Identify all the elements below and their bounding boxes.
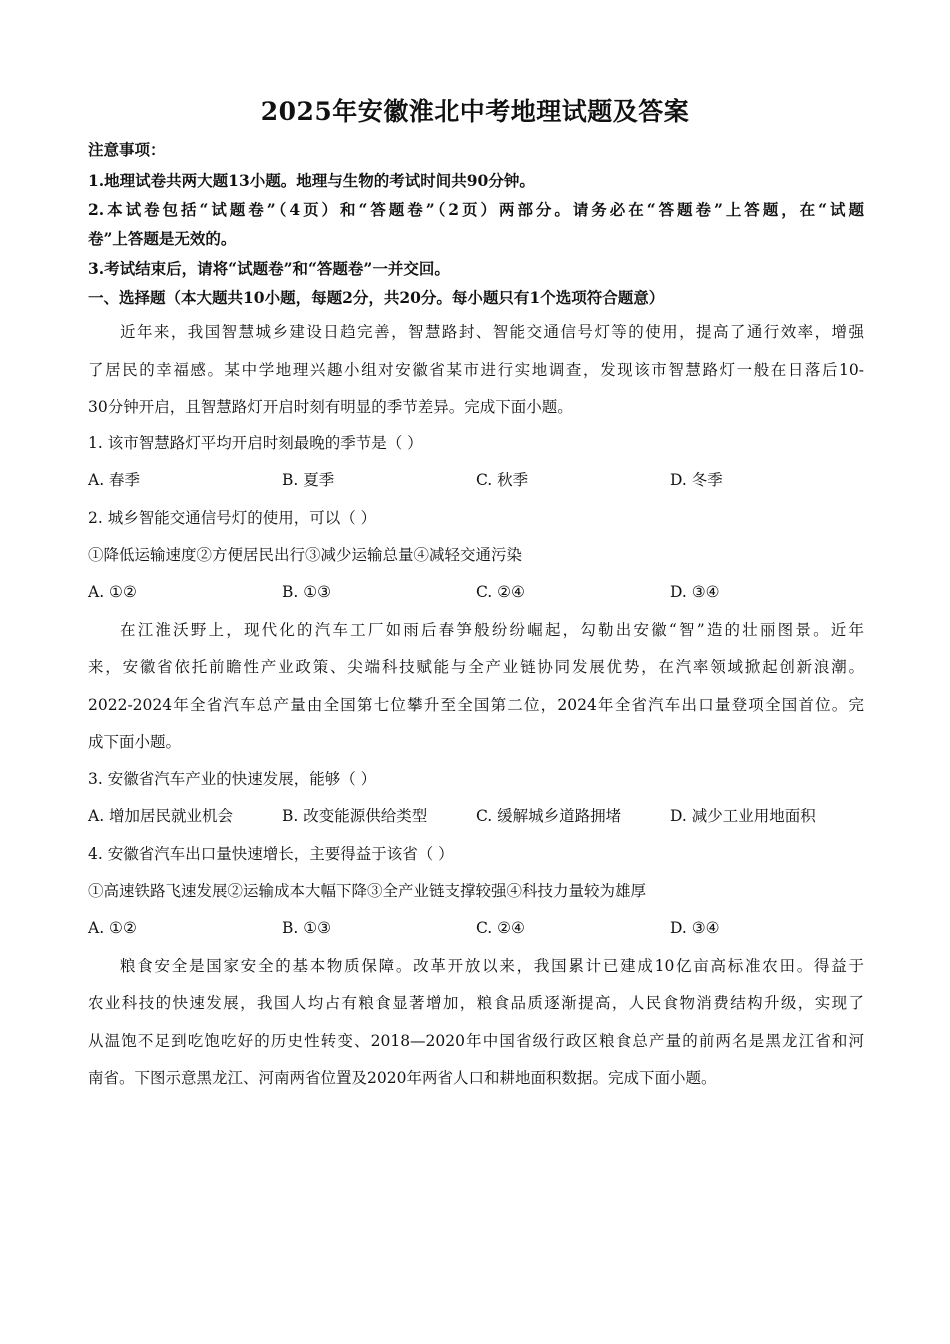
q4-statements: ①高速铁路飞速发展②运输成本大幅下降③全产业链支撑较强④科技力量较为雄厚 bbox=[88, 882, 647, 900]
q4-option-c: C. ②④ bbox=[476, 919, 525, 937]
q2-statements: ①降低运输速度②方便居民出行③减少运输总量④减轻交通污染 bbox=[88, 546, 523, 564]
notice-item-2: 2.本试卷包括“试题卷”（4页）和“答题卷”（2页）两部分。请务必在“答题卷”上答题，在“试题 bbox=[88, 200, 864, 219]
passage2-line-4: 成下面小题。 bbox=[88, 733, 182, 751]
q2-option-d: D. ③④ bbox=[670, 583, 720, 601]
notice-heading: 注意事项： bbox=[88, 140, 166, 159]
passage1-line-2: 了居民的幸福感。某中学地理兴趣小组对安徽省某市进行实地调查，发现该市智慧路灯一般在日落后10- bbox=[88, 361, 864, 379]
passage2-line-3: 2022-2024年全省汽车总产量由全国第七位攀升至全国第二位，2024年全省汽车出口量登项全国首位。完 bbox=[88, 696, 864, 714]
q3-option-c: C. 缓解城乡道路拥堵 bbox=[476, 807, 622, 825]
notice-item-3: 3.考试结束后，请将“试题卷”和“答题卷”一并交回。 bbox=[88, 259, 450, 278]
q2-stem: 2. 城乡智能交通信号灯的使用，可以（ ） bbox=[88, 509, 377, 527]
q1-option-b: B. 夏季 bbox=[282, 471, 335, 489]
q2-option-c: C. ②④ bbox=[476, 583, 525, 601]
passage3-line-2: 农业科技的快速发展，我国人均占有粮食显著增加，粮食品质逐渐提高，人民食物消费结构升级，实现了 bbox=[88, 994, 864, 1012]
passage2-line-1: 在江淮沃野上，现代化的汽车工厂如雨后春笋般纷纷崛起，勾勒出安徽“智”造的壮丽图景。近年 bbox=[120, 621, 864, 639]
passage1-line-3: 30分钟开启，且智慧路灯开启时刻有明显的季节差异。完成下面小题。 bbox=[88, 398, 573, 416]
passage3-line-4: 南省。下图示意黑龙江、河南两省位置及2020年两省人口和耕地面积数据。完成下面小题。 bbox=[88, 1069, 717, 1087]
q3-option-d: D. 减少工业用地面积 bbox=[670, 807, 816, 825]
q3-option-b: B. 改变能源供给类型 bbox=[282, 807, 428, 825]
q4-option-b: B. ①③ bbox=[282, 919, 332, 937]
passage1-line-1: 近年来，我国智慧城乡建设日趋完善，智慧路封、智能交通信号灯等的使用，提高了通行效率，增强 bbox=[120, 323, 864, 341]
passage2-line-2: 来，安徽省依托前瞻性产业政策、尖端科技赋能与全产业链协同发展优势，在汽率领域掀起创新浪潮。 bbox=[88, 658, 864, 676]
q4-stem: 4. 安徽省汽车出口量快速增长，主要得益于该省（ ） bbox=[88, 845, 454, 863]
q4-option-d: D. ③④ bbox=[670, 919, 720, 937]
page-title: 2025年安徽淮北中考地理试题及答案 bbox=[260, 97, 690, 126]
notice-item-1: 1.地理试卷共两大题13小题。地理与生物的考试时间共90分钟。 bbox=[88, 171, 535, 190]
q1-option-a: A. 春季 bbox=[88, 471, 141, 489]
q2-option-a: A. ①② bbox=[88, 583, 137, 601]
passage3-line-1: 粮食安全是国家安全的基本物质保障。改革开放以来，我国累计已建成10亿亩高标准农田。得益于 bbox=[120, 957, 864, 975]
passage3-line-3: 从温饱不足到吃饱吃好的历史性转变、2018—2020年中国省级行政区粮食总产量的前两名是黑龙江省和河 bbox=[88, 1032, 864, 1050]
q3-option-a: A. 增加居民就业机会 bbox=[88, 807, 234, 825]
q1-option-d: D. 冬季 bbox=[670, 471, 723, 489]
q3-stem: 3. 安徽省汽车产业的快速发展，能够（ ） bbox=[88, 770, 377, 788]
notice-item-2-cont: 卷”上答题是无效的。 bbox=[88, 229, 237, 248]
q1-option-c: C. 秋季 bbox=[476, 471, 529, 489]
q1-stem: 1. 该市智慧路灯平均开启时刻最晚的季节是（ ） bbox=[88, 434, 423, 452]
q2-option-b: B. ①③ bbox=[282, 583, 332, 601]
q4-option-a: A. ①② bbox=[88, 919, 137, 937]
section-heading: 一、选择题（本大题共10小题，每题2分，共20分。每小题只有1个选项符合题意） bbox=[88, 288, 665, 307]
